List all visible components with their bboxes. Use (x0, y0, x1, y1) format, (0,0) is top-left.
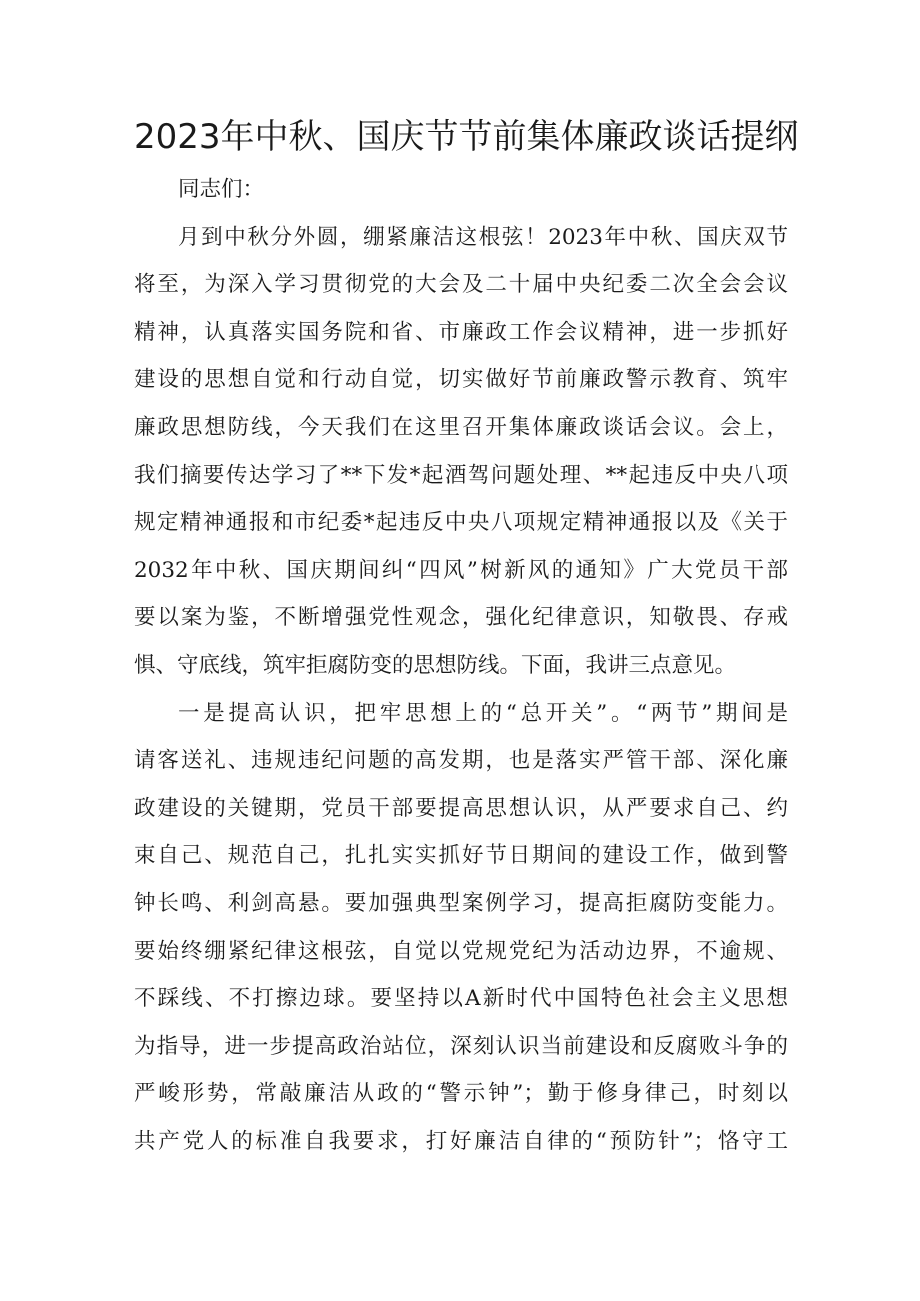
paragraph-2-line: 严峻形势，常敲廉洁从政的“警示钟”；勤于修身律己，时刻以 (134, 1081, 788, 1107)
salutation-line: 同志们： (178, 177, 265, 202)
paragraph-1-line: 我们摘要传达学习了**下发*起酒驾问题处理、**起违反中央八项 (134, 462, 788, 488)
paragraph-2-line: 钟长鸣、利剑高悬。要加强典型案例学习，提高拒腐防变能力。 (134, 890, 788, 916)
paragraph-2-line: 为指导，进一步提高政治站位，深刻认识当前建设和反腐败斗争的 (134, 1033, 788, 1059)
paragraph-2-line: 一是提高认识，把牢思想上的“总开关”。“两节”期间是 (178, 700, 788, 726)
paragraph-1-line: 惧、守底线，筑牢拒腐防变的思想防线。下面，我讲三点意见。 (134, 652, 737, 678)
paragraph-1-line: 月到中秋分外圆，绷紧廉洁这根弦！2023年中秋、国庆双节 (178, 224, 788, 250)
paragraph-2-line: 请客送礼、违规违纪问题的高发期，也是落实严管干部、深化廉 (134, 748, 788, 774)
paragraph-1-line: 要以案为鉴，不断增强党性观念，强化纪律意识，知敬畏、存戒 (134, 605, 788, 631)
paragraph-1-line: 规定精神通报和市纪委*起违反中央八项规定精神通报以及《关于 (134, 510, 788, 536)
paragraph-2-line: 束自己、规范自己，扎扎实实抓好节日期间的建设工作，做到警 (134, 843, 788, 869)
paragraph-1-line: 廉政思想防线，今天我们在这里召开集体廉政谈话会议。会上， (134, 414, 788, 440)
paragraph-2-line: 共产党人的标准自我要求，打好廉洁自律的“预防针”；恪守工 (134, 1128, 788, 1154)
paragraph-2-line: 政建设的关键期，党员干部要提高思想认识，从严要求自己、约 (134, 795, 788, 821)
paragraph-1-line: 2032年中秋、国庆期间纠“四风”树新风的通知》广大党员干部 (134, 557, 788, 583)
paragraph-1-line: 精神，认真落实国务院和省、市廉政工作会议精神，进一步抓好 (134, 319, 788, 345)
document-title: 2023年中秋、国庆节节前集体廉政谈话提纲 (134, 117, 799, 157)
paragraph-2-line: 不踩线、不打擦边球。要坚持以A新时代中国特色社会主义思想 (134, 986, 788, 1012)
paragraph-2-line: 要始终绷紧纪律这根弦，自觉以党规党纪为活动边界，不逾规、 (134, 938, 788, 964)
paragraph-1-line: 建设的思想自觉和行动自觉，切实做好节前廉政警示教育、筑牢 (134, 367, 788, 393)
paragraph-1-line: 将至，为深入学习贯彻党的大会及二十届中央纪委二次全会会议 (134, 272, 788, 298)
document-body (134, 166, 788, 1165)
